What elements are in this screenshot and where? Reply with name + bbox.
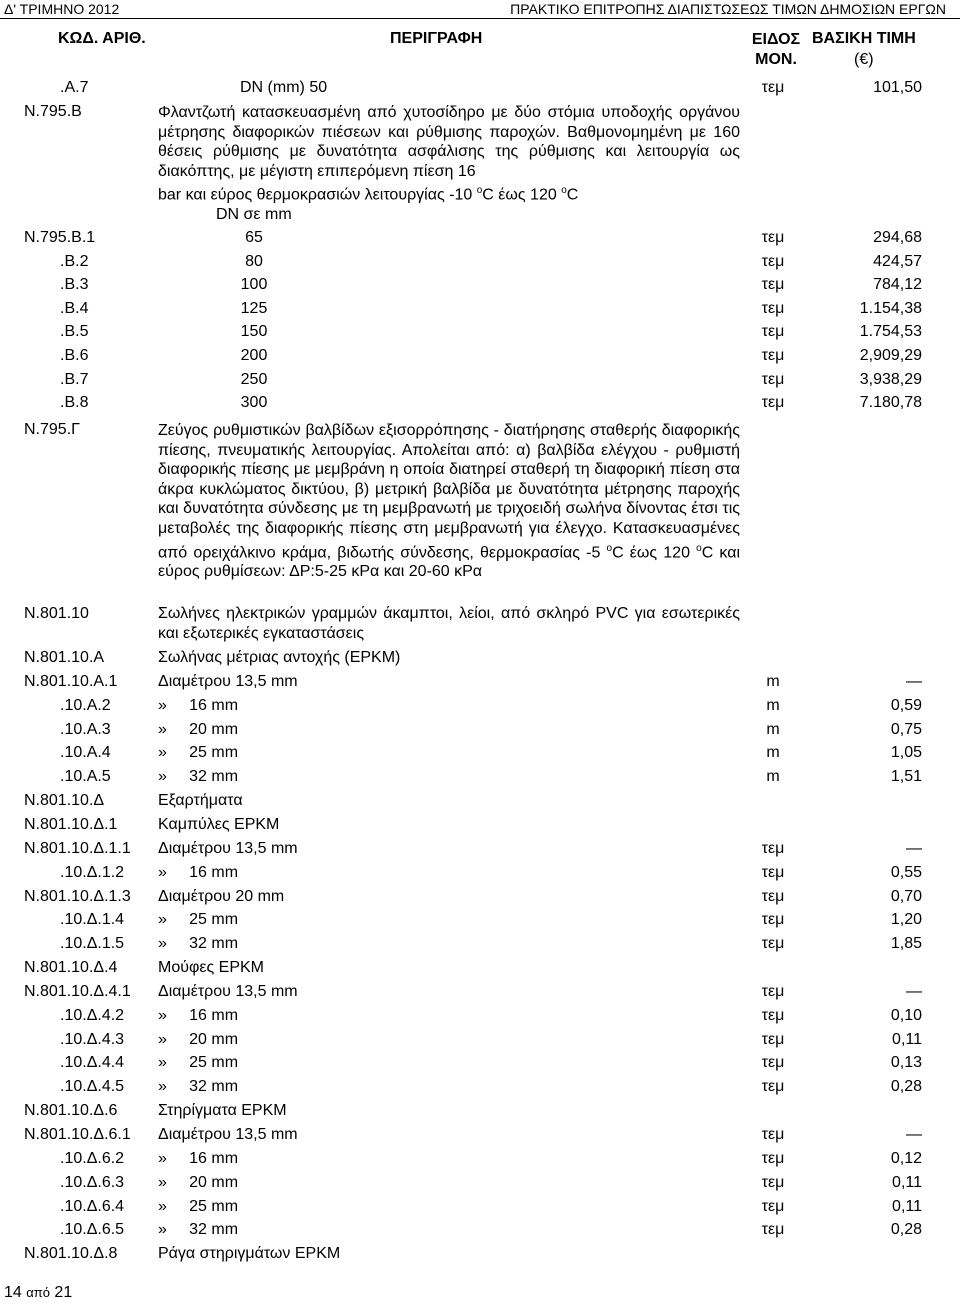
item-description: 65 <box>245 229 263 246</box>
item-unit: τεμ <box>761 1126 785 1143</box>
table-row <box>0 956 960 980</box>
item-price: — <box>906 672 922 690</box>
item-price: 784,12 <box>873 276 922 294</box>
item-unit: τεμ <box>761 1054 785 1072</box>
item-description: Διαμέτρου 20 mm <box>158 887 285 905</box>
table-row <box>0 391 960 415</box>
item-description: » 32 mm <box>158 1221 239 1239</box>
table-row <box>0 1171 960 1195</box>
col-currency: (€) <box>854 51 874 68</box>
item-code: .Β.6 <box>60 347 89 364</box>
table-row <box>0 344 960 368</box>
item-description: 80 <box>245 252 263 270</box>
dn-label: DN σε mm <box>216 206 292 223</box>
item-unit: τεμ <box>761 1006 785 1024</box>
table-row <box>0 694 960 718</box>
item-unit: m <box>766 696 780 714</box>
table-row <box>0 1099 960 1123</box>
item-description: » 20 mm <box>158 1030 239 1048</box>
item-price: 0,13 <box>890 1054 922 1072</box>
item-description: » 16 mm <box>158 1006 239 1024</box>
table-row <box>0 765 960 789</box>
item-code: Ν.801.10.Δ.1.1 <box>24 839 131 857</box>
item-code: Ν.801.10.Α.1 <box>24 672 118 690</box>
table-row <box>0 861 960 885</box>
item-code: Ν.801.10.Δ.6.1 <box>24 1126 131 1143</box>
item-price: 0,11 <box>892 1197 922 1215</box>
table-row <box>0 718 960 742</box>
table-row <box>0 646 960 670</box>
item-code: .10.Δ.1.4 <box>60 911 125 929</box>
item-price: 1,05 <box>890 744 922 762</box>
table-row <box>0 813 960 837</box>
table-row <box>0 203 960 227</box>
header-divider <box>0 18 960 19</box>
item-code: Ν.801.10.Δ.1.3 <box>24 887 131 905</box>
item-unit: τεμ <box>761 252 785 270</box>
item-code: .10.Δ.6.5 <box>60 1221 125 1239</box>
item-description: Σωλήνας μέτριας αντοχής (ΕΡΚΜ) <box>158 649 401 666</box>
item-code: .10.Δ.6.4 <box>60 1197 125 1215</box>
item-price: 1,20 <box>890 911 922 929</box>
item-description: Διαμέτρου 13,5 mm <box>158 982 298 1000</box>
table-row <box>0 1028 960 1052</box>
item-description: » 20 mm <box>158 720 239 738</box>
table-row <box>0 837 960 861</box>
header-title: ΠΡΑΚΤΙΚΟ ΕΠΙΤΡΟΠΗΣ ΔΙΑΠΙΣΤΩΣΕΩΣ ΤΙΜΩΝ ΔΗΜΟΣΙΩΝ ΕΡΓΩΝ <box>510 1 946 17</box>
item-unit: τεμ <box>761 839 785 857</box>
item-price: 294,68 <box>873 229 922 246</box>
item-unit: τεμ <box>761 1149 785 1167</box>
item-description: 250 <box>240 370 268 388</box>
item-description-paragraph: Φλαντζωτή κατασκευασμένη από χυτοσίδηρο με δύο στόμια υποδοχής οργάνου μέτρησης διαφορικών πιέσεων και ρύθμισης παροχών. Βαθμονομημένη με 160 θέσεις ρύθμισης με δυνατότητα ασφάλισης της ρύθμισης και λειτουργία ως διακόπτης, με μέγιστη επιπερόμενη πίεση 16 <box>158 104 740 180</box>
item-unit: τεμ <box>761 79 785 96</box>
item-description: » 25 mm <box>158 1054 239 1072</box>
item-price: 1.154,38 <box>859 299 922 317</box>
item-unit: τεμ <box>761 347 785 364</box>
item-code: .Α.7 <box>60 79 89 96</box>
item-code: Ν.801.10.Δ.1 <box>24 815 118 833</box>
col-code: ΚΩΔ. ΑΡΙΘ. <box>58 30 146 47</box>
item-description: Διαμέτρου 13,5 mm <box>158 1126 298 1143</box>
item-price: 0,70 <box>890 887 922 905</box>
item-code: Ν.801.10 <box>24 605 89 622</box>
page-total: 21 <box>54 1284 73 1301</box>
item-code: .10.Δ.1.5 <box>60 935 125 953</box>
table-row <box>0 1051 960 1075</box>
item-code: Ν.795.Β.1 <box>24 229 96 246</box>
item-code: .10.Α.2 <box>60 696 111 714</box>
table-row <box>0 932 960 956</box>
item-description: » 25 mm <box>158 911 239 929</box>
item-description-paragraph: Ζεύγος ρυθμιστικών βαλβίδων εξισορρόπησης - διατήρησης σταθερής διαφορικής πίεσης, πνευματικής λειτουργίας. Απολείται από: α) βαλβίδα ελέγχου - ρυθμιστή διαφορικής πίεσης με μεμβράνη η οποία διατηρεί σταθερή τη διαφορική πίεση στα άκρα κυκλώματος δικτύου, β) μετρική βαλβίδα με δυνατότητα μέτρησης παροχής και δυνατότητα σύνδεσης με τη μεμβρανωτή με τριχοειδή σωλήνα δίνοντας έτσι τις μεταβολές της διαφορικής πίεσης στη μεμβρανωτή για έλεγχο. Κατασκευασμένες από ορειχάλκινο κράμα, βιδωτής σύνδεσης, θερμοκρασίας -5 $^o$C έως 120 $^o$C και εύρος ρυθμίσεων: ΔΡ:5-25 κΡα και 20-60 κΡα <box>158 422 740 581</box>
col-price: ΒΑΣΙΚΗ ΤΙΜΗ <box>812 30 916 47</box>
item-code: Ν.801.10.Δ.8 <box>24 1245 118 1263</box>
item-description: » 32 mm <box>158 935 239 953</box>
item-price: 0,75 <box>890 720 922 738</box>
item-unit: m <box>766 720 780 738</box>
item-price: 0,28 <box>890 1221 922 1239</box>
item-code: .Β.8 <box>60 394 89 412</box>
item-code: .Β.4 <box>60 299 89 317</box>
item-price: 424,57 <box>873 252 922 270</box>
table-row <box>0 1242 960 1266</box>
table-row <box>0 226 960 250</box>
item-code: .Β.3 <box>60 276 89 294</box>
item-unit: τεμ <box>761 1173 785 1191</box>
table-row <box>0 250 960 274</box>
item-description: DN (mm) 50 <box>240 79 328 96</box>
table-row <box>0 1195 960 1219</box>
item-description: 300 <box>240 394 268 412</box>
item-unit: m <box>766 768 780 786</box>
table-row <box>0 320 960 344</box>
item-price: 1,51 <box>890 768 922 786</box>
item-description: » 25 mm <box>158 744 239 762</box>
table-row <box>0 1075 960 1099</box>
item-unit: τεμ <box>761 1197 785 1215</box>
item-code: Ν.795.Γ <box>24 421 80 438</box>
item-price: 7.180,78 <box>859 394 922 412</box>
item-code: .10.Α.4 <box>60 744 111 762</box>
item-description: » 16 mm <box>158 696 239 714</box>
item-description-paragraph: Σωλήνες ηλεκτρικών γραμμών άκαμπτοι, λείοι, από σκληρό PVC για εσωτερικές και εξωτερικές εγκαταστάσεις <box>158 605 740 642</box>
item-unit: τεμ <box>761 887 785 905</box>
item-price: 1,85 <box>890 935 922 953</box>
item-description: Καμπύλες ΕΡΚΜ <box>158 815 280 833</box>
item-unit: τεμ <box>761 229 785 246</box>
item-price: 1.754,53 <box>859 323 922 341</box>
col-unit: ΕΙΔΟΣ ΜΟΝ. <box>751 31 801 68</box>
item-price: 0,28 <box>890 1078 922 1096</box>
item-price: 2,909,29 <box>859 347 922 364</box>
table-row <box>0 670 960 694</box>
item-description-temperature: bar και εύρος θερμοκρασιών λειτουργίας -10 $^o$C έως 120 $^o$C <box>158 185 579 204</box>
item-code: Ν.801.10.Α <box>24 649 105 666</box>
item-price: 0,11 <box>892 1173 922 1191</box>
table-row <box>0 741 960 765</box>
item-price: 0,12 <box>890 1149 922 1167</box>
item-code: .10.Α.5 <box>60 768 111 786</box>
item-code: .10.Δ.6.3 <box>60 1173 125 1191</box>
table-row <box>0 273 960 297</box>
item-unit: m <box>766 744 780 762</box>
item-price: 101,50 <box>873 79 922 96</box>
item-unit: τεμ <box>761 1078 785 1096</box>
table-row <box>0 368 960 392</box>
table-row <box>0 76 960 100</box>
item-code: .10.Δ.4.4 <box>60 1054 125 1072</box>
item-description: Εξαρτήματα <box>158 792 243 810</box>
item-unit: τεμ <box>761 863 785 881</box>
item-description: » 32 mm <box>158 768 239 786</box>
item-code: Ν.795.Β <box>24 103 82 120</box>
table-row <box>0 297 960 321</box>
item-code: .10.Α.3 <box>60 720 111 738</box>
item-unit: τεμ <box>761 299 785 317</box>
item-description: 125 <box>240 299 268 317</box>
item-code: Ν.801.10.Δ.4 <box>24 959 118 977</box>
item-code: Ν.801.10.Δ.6 <box>24 1102 118 1120</box>
item-unit: m <box>766 672 780 690</box>
table-row <box>0 789 960 813</box>
item-price: — <box>906 982 922 1000</box>
item-price: — <box>906 1126 922 1143</box>
table-row <box>0 1123 960 1147</box>
table-row <box>0 1004 960 1028</box>
item-code: .10.Δ.4.2 <box>60 1006 125 1024</box>
table-row <box>0 1218 960 1242</box>
item-unit: τεμ <box>761 370 785 388</box>
item-description: Στηρίγματα ΕΡΚΜ <box>158 1102 287 1120</box>
item-unit: τεμ <box>761 982 785 1000</box>
item-description: » 25 mm <box>158 1197 239 1215</box>
table-row <box>0 980 960 1004</box>
page-number: 14 <box>4 1284 22 1301</box>
table-row <box>0 1147 960 1171</box>
item-code: .10.Δ.1.2 <box>60 863 125 881</box>
item-unit: τεμ <box>761 276 785 294</box>
item-code: .10.Δ.6.2 <box>60 1149 125 1167</box>
item-description: » 32 mm <box>158 1078 239 1096</box>
header-quarter: Δ' ΤΡΙΜΗΝΟ 2012 <box>4 1 120 17</box>
item-code: Ν.801.10.Δ <box>24 792 105 810</box>
item-code: .10.Δ.4.5 <box>60 1078 125 1096</box>
item-unit: τεμ <box>761 911 785 929</box>
item-unit: τεμ <box>761 323 785 341</box>
item-code: Ν.801.10.Δ.4.1 <box>24 982 131 1000</box>
table-row <box>0 908 960 932</box>
item-code: .Β.7 <box>60 370 89 388</box>
item-price: 0,11 <box>892 1030 922 1048</box>
page-footer <box>4 1284 72 1302</box>
page-of: από <box>26 1285 50 1300</box>
item-price: 0,59 <box>890 696 922 714</box>
item-price: 0,10 <box>890 1006 922 1024</box>
item-price: 3,938,29 <box>859 370 922 388</box>
item-description: 100 <box>240 276 268 294</box>
item-description: » 16 mm <box>158 863 239 881</box>
item-description: Μούφες ΕΡΚΜ <box>158 959 264 977</box>
item-price: 0,55 <box>890 863 922 881</box>
item-unit: τεμ <box>761 394 785 412</box>
item-unit: τεμ <box>761 1030 785 1048</box>
table-row <box>0 885 960 909</box>
item-code: .Β.5 <box>60 323 89 341</box>
item-description: Διαμέτρου 13,5 mm <box>158 672 298 690</box>
item-description: » 16 mm <box>158 1149 239 1167</box>
item-description: Διαμέτρου 13,5 mm <box>158 839 298 857</box>
col-description: ΠΕΡΙΓΡΑΦΗ <box>390 30 483 47</box>
item-description: Ράγα στηριγμάτων ΕΡΚΜ <box>158 1245 341 1263</box>
item-code: .Β.2 <box>60 252 89 270</box>
item-description: 200 <box>240 347 268 364</box>
item-code: .10.Δ.4.3 <box>60 1030 125 1048</box>
item-description: 150 <box>240 323 268 341</box>
item-description: » 20 mm <box>158 1173 239 1191</box>
item-unit: τεμ <box>761 1221 785 1239</box>
item-price: — <box>906 839 922 857</box>
item-unit: τεμ <box>761 935 785 953</box>
